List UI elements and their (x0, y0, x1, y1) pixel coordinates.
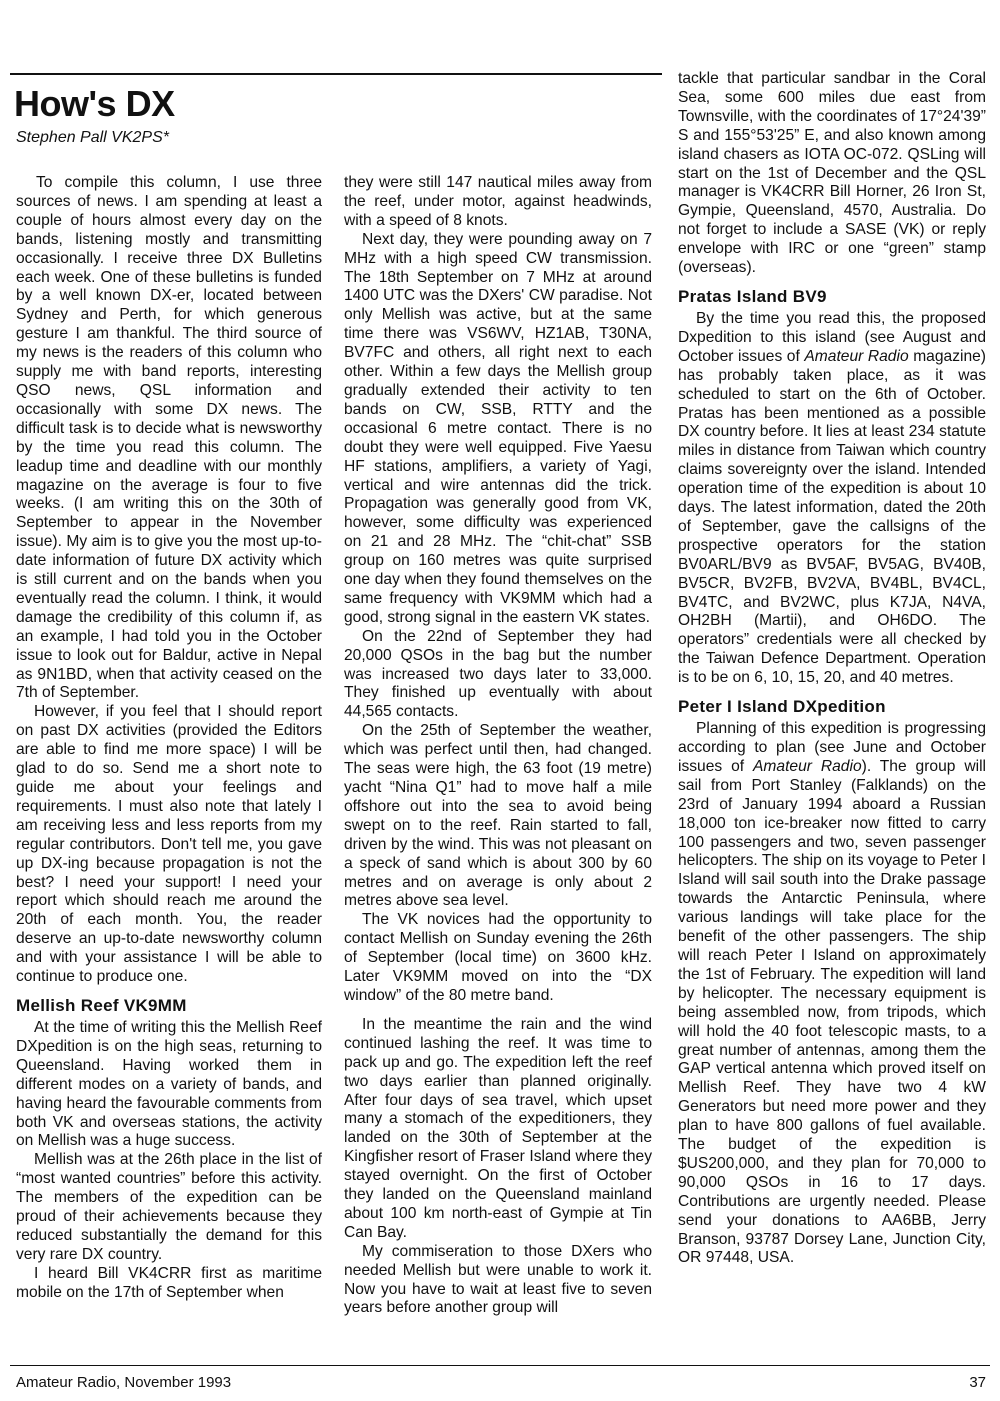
col2-paragraph-2: Next day, they were pounding away on 7 MHz with a high speed CW transmission. The 18th September on 7 MHz at around 1400 UTC was the DXers' CW paradise. Not only Mellish was active, but at the same time there was VS6WV, HZ1AB, T30NA, BV7FC and others, all right next to each other. Within a few days the Mellish group gradually extended their activity to ten bands on CW, SSB, RTTY and the occasional 6 metre contact. There is no doubt they were well equipped. Five Yaesu HF stations, amplifiers, a variety of Yagi, vertical and wire antennas did the trick. Propagation was generally good from VK, however, some difficulty was experienced on 21 and 28 MHz. The “chit-chat” SSB group on 160 metres was quite surprised one day when they found themselves on the same frequency with VK9MM which had a good, strong signal in the eastern VK states. (344, 230, 652, 626)
col3-paragraph-3-text-a: Planning of this expedition is progressing according to plan (see June and October issues of (678, 720, 986, 775)
top-rule (10, 73, 662, 75)
col2-paragraph-5: The VK novices had the opportunity to contact Mellish on Sunday evening the 26th of September (local time) on 3600 kHz. Later VK9MM moved on into the “DX window” of the 80 metre band. (344, 911, 652, 1004)
col2-paragraph-6: In the meantime the rain and the wind continued lashing the reef. It was time to pack up and go. The expedition left the reef two days earlier than planned originally. After four days of sea travel, which upset many a stomach of the expeditioners, they landed on the 30th of September at the Kingfisher resort of Fraser Island where they stayed overnight. On the first of October they landed on the Queensland mainland about 100 km north-east of Gympie at Tin Can Bay. (344, 1015, 652, 1241)
column-3 (678, 70, 986, 1268)
section-heading-mellish: Mellish Reef VK9MM (16, 995, 187, 1015)
col3-paragraph-2-text-a: By the time you read this, the proposed Dxpedition to this island (see August and October issues of (678, 309, 986, 365)
col1-paragraph-1: To compile this column, I use three sources of news. I am spending at least a couple of hours almost every day on the bands, listening mostly and transmitting occasionally. I receive three DX Bulletins each week. One of these bulletins is funded by a well known DX-er, located between Sydney and Perth, for which generous gesture I am thankful. The third source of my news is the readers of this column who supply me with band reports, interesting QSO news, QSL information and occasionally with some DX news. The difficult task is to decide what is newsworthy by the time you read this column. The leadup time and deadline with our monthly magazine on the average is four to five weeks. (I am writing this on the 30th of September to appear in the November issue). My aim is to give you the most up-to-date information of future DX activity which is still current and on the bands when you eventually read the column. I think, it would damage the credibility of this column if, as an example, I had told you in the October issue to look out for Baldur, active in Nepal as 9N1BD, when that activity ceased on the 7th of September. (16, 174, 322, 702)
article-title: How's DX (14, 83, 175, 124)
col1-paragraph-2: However, if you feel that I should report on past DX activities (provided the Editors are able to find me more space) I will be glad to do so. Send me a short note to guide me about your feelings and requirements. I must also note that lately I am receiving less and less reports from my regular contributors. Don't tell me, you gave up DX-ing because propagation is not the best? I need your support! I need your report which should reach me around the 20th of each month. You, the reader deserve an up-to-date newsworthy column and with your assistance I will be able to continue to produce one. (16, 703, 322, 986)
col1-paragraph-4: Mellish was at the 26th place in the list of “most wanted countries” before this activity. The members of the expedition can be proud of their achievements because they reduced substantially the demand for this very rare DX country. (16, 1151, 322, 1263)
col3-paragraph-3-text-b: ). The group will sail from Port Stanley (Falklands) on the 23rd of January 1994 aboard a Russian 18,000 ton ice-breaker now fitted to carry 100 passengers and two, seven passenger helicopters. The ship on its voyage to Peter I Island will sail south into the Drake passage towards the Antarctic Peninsula, where various landings will take place for the benefit of the other passengers. The ship will reach Peter I Island on approximately the 1st of February. The expedition will land by helicopter. The necessary equipment is being assembled now, from tripods, which will hold the 40 foot telescopic masts, to a great number of antennas, among them the GAP vertical antenna which proved itself on Mellish Reef. They have two 4 kW Generators but need more power and they plan to have 800 gallons of fuel available. The budget of the expedition is $US200,000, and they plan for 70,000 to 90,000 QSOs in 16 to 17 days. Contributions are urgently needed. Please send your donations to AA6BB, Jerry Branson, 93787 Dorsey Lane, Junction City, OR 97448, USA. (678, 757, 987, 1267)
footer-rule (10, 1365, 990, 1366)
magazine-name-italic: Amateur Radio (753, 757, 862, 775)
col3-paragraph-1: tackle that particular sandbar in the Coral Sea, some 600 miles due east from Townsville, with the coordinates of 17°24'39” S and 155°53'25” E, and also known among island chasers as IOTA OC-072. QSLing will start on the 1st of December and the QSL manager is VK4CRR Bill Horner, 26 Iron St, Gympie, Queensland, 4570, Australia. Do not forget to include a SASE (VK) or reply envelope with IRC or one “green” stamp (overseas). (678, 70, 986, 277)
col2-paragraph-1: they were still 147 nautical miles away from the reef, under motor, against headwinds, with a speed of 8 knots. (344, 174, 652, 229)
column-2 (344, 174, 652, 1318)
col3-paragraph-3 (678, 720, 986, 1268)
col2-paragraph-4: On the 25th of September the weather, which was perfect until then, had changed. The seas were high, the 63 foot (19 metre) yacht “Nina Q1” had to move half a mile offshore out into the sea to avoid being swept on to the reef. Rain started to fall, driven by the wind. This was not pleasant on a speck of sand which is about 300 by 60 metres and on average is only about 2 metres above sea level. (344, 722, 652, 910)
footer-publication: Amateur Radio, November 1993 (16, 1374, 232, 1391)
section-heading-peter-island: Peter I Island DXpedition (678, 697, 886, 717)
col3-paragraph-2 (678, 310, 986, 688)
col3-paragraph-2-text-b: magazine) has probably taken place, as it was scheduled to start on the 6th of October. Pratas has been mentioned as a possible DX country before. It lies at least 234 statute miles in distance from Taiwan which country claims sovereignty over the island. Intended operation time of the expedition is about 10 days. The latest information, dated the 20th of September, gave the callsigns of the prospective operators for the station BV0ARL/BV9 as BV5AF, BV5AG, BV40B, BV5CR, BV2FB, BV2VA, BV4BL, BV4CL, BV4TC, and BV2WC, plus K7JA, N4VA, OH2BH (Martii), and OH6DO. The operators” credentials were all checked by the Taiwan Defence Department. Operation is to be on 6, 10, 15, 20, and 40 metres. (678, 347, 986, 687)
magazine-name-italic: Amateur Radio (804, 347, 909, 365)
col2-paragraph-3: On the 22nd of September they had 20,000 QSOs in the bag but the number was increased two days later to 33,000. They finished up eventually with about 44,565 contacts. (344, 627, 652, 721)
col1-paragraph-3: At the time of writing this the Mellish Reef DXpedition is on the high seas, returning to Queensland. Having worked them in different modes on a variety of bands, and having heard the favourable comments from both VK and overseas stations, the activity on Mellish was a huge success. (16, 1018, 322, 1150)
col2-paragraph-7: My commiseration to those DXers who needed Mellish but were unable to work it. Now you have to wait at least five to seven years before another group will (344, 1242, 652, 1317)
col1-paragraph-5: I heard Bill VK4CRR first as maritime mobile on the 17th of September when (16, 1264, 322, 1301)
column-1 (16, 174, 322, 1303)
section-heading-pratas: Pratas Island BV9 (678, 286, 827, 306)
article-byline: Stephen Pall VK2PS* (16, 129, 169, 146)
footer-page-number: 37 (969, 1374, 986, 1391)
